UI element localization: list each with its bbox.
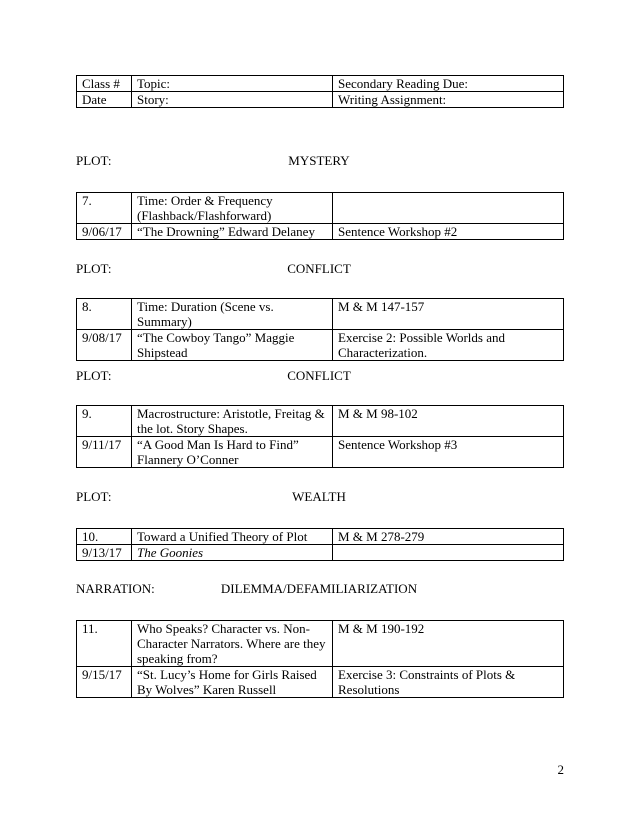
table-row <box>77 667 564 698</box>
table-cell: M & M 98-102 <box>333 406 564 437</box>
schedule-table <box>76 298 564 361</box>
section-heading-right: DILEMMA/DEFAMILIARIZATION <box>220 581 418 596</box>
section-heading-left: NARRATION: <box>76 581 155 596</box>
table-cell: Time: Order & Frequency (Flashback/Flashforward) <box>132 193 333 224</box>
table-cell: Exercise 3: Constraints of Plots & Resolutions <box>333 667 564 698</box>
table-cell: Sentence Workshop #2 <box>333 224 564 240</box>
table-cell: Topic: <box>132 76 333 92</box>
table-cell: “The Cowboy Tango” Maggie Shipstead <box>132 330 333 361</box>
section-heading-left: PLOT: <box>76 153 112 168</box>
table-cell: Macrostructure: Aristotle, Freitag & the lot. Story Shapes. <box>132 406 333 437</box>
table-cell: “The Drowning” Edward Delaney <box>132 224 333 240</box>
schedule-table <box>76 192 564 240</box>
table-row <box>77 406 564 437</box>
section-heading-right: MYSTERY <box>288 153 350 168</box>
section-heading-left: PLOT: <box>76 261 112 276</box>
section-heading-right: CONFLICT <box>287 261 351 276</box>
table-cell: 10. <box>77 529 132 545</box>
table-cell: Who Speaks? Character vs. Non-Character Narrators. Where are they speaking from? <box>132 621 333 667</box>
table-cell: Writing Assignment: <box>333 92 564 108</box>
header-table <box>76 75 564 108</box>
table-row <box>77 437 564 468</box>
table-row <box>77 193 564 224</box>
table-cell: The Goonies <box>132 545 333 561</box>
table-cell: M & M 278-279 <box>333 529 564 545</box>
table-cell: 7. <box>77 193 132 224</box>
section-heading-left: PLOT: <box>76 489 112 504</box>
table-cell: 9/13/17 <box>77 545 132 561</box>
table-cell: 9/11/17 <box>77 437 132 468</box>
table-cell: 8. <box>77 299 132 330</box>
table-cell: Toward a Unified Theory of Plot <box>132 529 333 545</box>
schedule-table <box>76 620 564 698</box>
section-heading-left: PLOT: <box>76 368 112 383</box>
table-cell: Class # <box>77 76 132 92</box>
table-cell: Exercise 2: Possible Worlds and Characterization. <box>333 330 564 361</box>
table-row <box>77 621 564 667</box>
page-number: 2 <box>557 762 564 777</box>
table-cell: Sentence Workshop #3 <box>333 437 564 468</box>
table-row <box>77 92 564 108</box>
table-cell: 9/08/17 <box>77 330 132 361</box>
table-cell: Time: Duration (Scene vs. Summary) <box>132 299 333 330</box>
table-cell: “St. Lucy’s Home for Girls Raised By Wolves” Karen Russell <box>132 667 333 698</box>
table-cell: 9/06/17 <box>77 224 132 240</box>
table-cell: 9/15/17 <box>77 667 132 698</box>
section-heading-right: CONFLICT <box>287 368 351 383</box>
section-heading-right: WEALTH <box>292 489 346 504</box>
table-cell: Story: <box>132 92 333 108</box>
table-row <box>77 330 564 361</box>
schedule-table <box>76 528 564 561</box>
table-cell: 9. <box>77 406 132 437</box>
table-cell: “A Good Man Is Hard to Find” Flannery O’Conner <box>132 437 333 468</box>
table-row <box>77 299 564 330</box>
table-cell: 11. <box>77 621 132 667</box>
table-cell: Secondary Reading Due: <box>333 76 564 92</box>
table-cell <box>333 193 564 224</box>
table-cell: M & M 147-157 <box>333 299 564 330</box>
table-row <box>77 224 564 240</box>
table-row <box>77 529 564 545</box>
table-cell: Date <box>77 92 132 108</box>
table-cell: M & M 190-192 <box>333 621 564 667</box>
schedule-table <box>76 405 564 468</box>
table-row <box>77 545 564 561</box>
table-cell <box>333 545 564 561</box>
table-row <box>77 76 564 92</box>
